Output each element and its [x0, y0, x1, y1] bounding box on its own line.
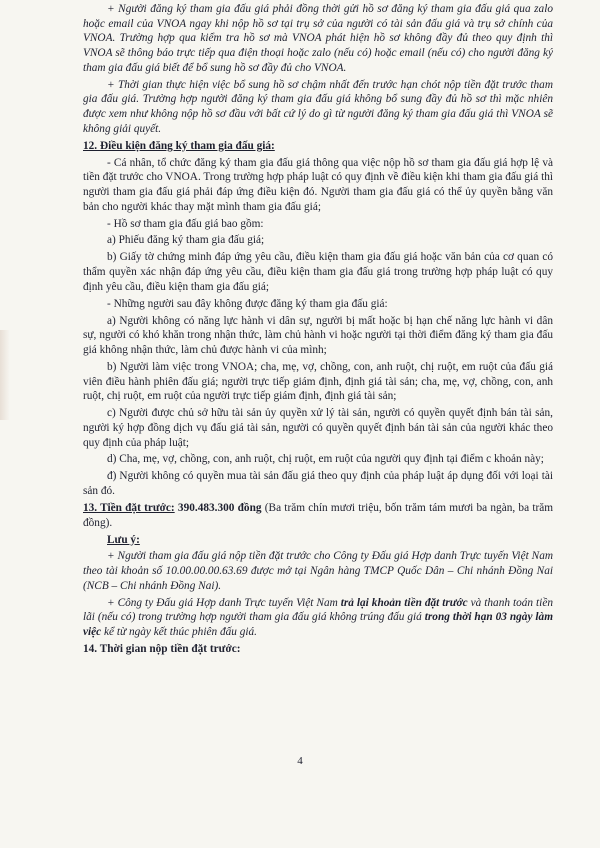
page-edge-stain — [0, 330, 10, 420]
deposit-amount-words: (Ba trăm chín mươi triệu, bốn trăm tám mươi ba ngàn, ba trăm đồng). — [83, 501, 554, 529]
note-label: Lưu ý: — [107, 533, 140, 546]
paragraph-dossier-b: b) Giấy tờ chứng minh đáp ứng yêu cầu, điều kiện tham gia đấu giá hoặc văn bản của cơ quan có thẩm quyền xác nhận đáp ứng yêu cầu, điều kiện tham gia đấu giá trong trường hợp pháp luật có quy định yêu cầu, điều kiện tham gia đấu giá; — [83, 251, 553, 293]
paragraph-excluded-dd: đ) Người không có quyền mua tài sản đấu giá theo quy định của pháp luật áp dụng đối với loại tài sản đó. — [83, 470, 553, 498]
heading-section-14: 14. Thời gian nộp tiền đặt trước: — [83, 643, 241, 656]
heading-section-12: 12. Điều kiện đăng ký tham gia đấu giá: — [83, 139, 275, 152]
paragraph-refund: + Công ty Đấu giá Hợp danh Trực tuyến Việt Nam trả lại khoản tiền đặt trước và thanh toán tiền lãi (nếu có) trong trường hợp người tham gia đấu giá không trúng đấu giá trong thời hạn 03 ngày làm việc kể từ ngày kết thúc phiên đấu giá. — [83, 596, 553, 639]
paragraph-excluded-c: c) Người được chủ sở hữu tài sản ủy quyền xử lý tài sản, người có quyền quyết định bán tài sản, người ký hợp đồng dịch vụ đấu giá tài sản, người có quyền quyết định bán tài sản của người khác theo quy định của pháp luật; — [83, 407, 553, 449]
paragraph-dossier-intro: - Hồ sơ tham gia đấu giá bao gồm: — [107, 217, 264, 230]
paragraph-excluded-b: b) Người làm việc trong VNOA; cha, mẹ, vợ, chồng, con, anh ruột, chị ruột, em ruột của đấu giá viên điều hành phiên đấu giá; người trực tiếp giám định, định giá tài sản; cha, mẹ, vợ, chồng, con, anh ruột, chị ruột, em ruột của người trực tiếp giám định, định giá tài sản; — [83, 360, 553, 403]
paragraph-submit-online: + Người đăng ký tham gia đấu giá phải đồng thời gửi hồ sơ đăng ký tham gia đấu giá qua zalo hoặc email của VNOA ngay khi nộp hồ sơ tại trụ sở của người có tài sản đấu giá và trụ sở chính của VNOA. Trường hợp qua kiểm tra hồ sơ mà VNOA phát hiện hồ sơ không đầy đủ theo quy định thì VNOA sẽ thông báo trực tiếp qua điện thoại hoặc zalo (nếu có) hoặc email (nếu có) cho người đăng ký tham gia đấu giá biết để bổ sung hồ sơ đầy đủ cho VNOA. — [83, 3, 553, 74]
paragraph-deposit-account: + Người tham gia đấu giá nộp tiền đặt trước cho Công ty Đấu giá Hợp danh Trực tuyến Việt Nam theo tài khoản số 10.00.00.00.63.69 được mở tại Ngân hàng TMCP Quốc Dân – Chi nhánh Đồng Nai (NCB – Chi nhánh Đồng Nai). — [83, 550, 553, 592]
deposit-amount: 390.483.300 đồng — [177, 501, 262, 514]
paragraph-excluded-d: d) Cha, mẹ, vợ, chồng, con, anh ruột, chị ruột, em ruột của người quy định tại điểm c khoản này; — [107, 453, 544, 466]
heading-section-13 — [83, 501, 553, 530]
document-body — [83, 2, 553, 659]
page-number: 4 — [297, 755, 303, 767]
paragraph-excluded-intro: - Những người sau đây không được đăng ký tham gia đấu giá: — [107, 297, 388, 310]
paragraph-excluded-a: a) Người không có năng lực hành vi dân sự, người bị mất hoặc bị hạn chế năng lực hành vi dân sự, người có khó khăn trong nhận thức, làm chủ hành vi hoặc người tại thời điểm đăng ký tham gia đấu giá không nhận thức, làm chủ được hành vi của mình; — [83, 314, 553, 356]
paragraph-supplement-deadline: + Thời gian thực hiện việc bổ sung hồ sơ chậm nhất đến trước hạn chót nộp tiền đặt trước tham gia đấu giá. Trường hợp người đăng ký tham gia đấu giá không bổ sung đầy đủ hồ sơ thì mặc nhiên được xem như không nộp hồ sơ đầu với bất cứ lý do gì từ người đăng ký tham gia đấu giá thì VNOA sẽ không giải quyết. — [83, 78, 553, 135]
deposit-label: 13. Tiền đặt trước: — [83, 501, 175, 514]
paragraph-eligibility: - Cá nhân, tổ chức đăng ký tham gia đấu giá thông qua việc nộp hồ sơ tham gia đấu giá hợp lệ và tiền đặt trước cho VNOA. Trong trường hợp pháp luật có quy định về điều kiện khi tham gia đấu giá thì người tham gia đấu giá phải đáp ứng điều kiện đó. Người tham gia đấu giá có thể ủy quyền bằng văn bản cho người khác thay mặt mình tham gia đấu giá; — [83, 156, 553, 213]
paragraph-dossier-a: a) Phiếu đăng ký tham gia đấu giá; — [107, 234, 265, 247]
